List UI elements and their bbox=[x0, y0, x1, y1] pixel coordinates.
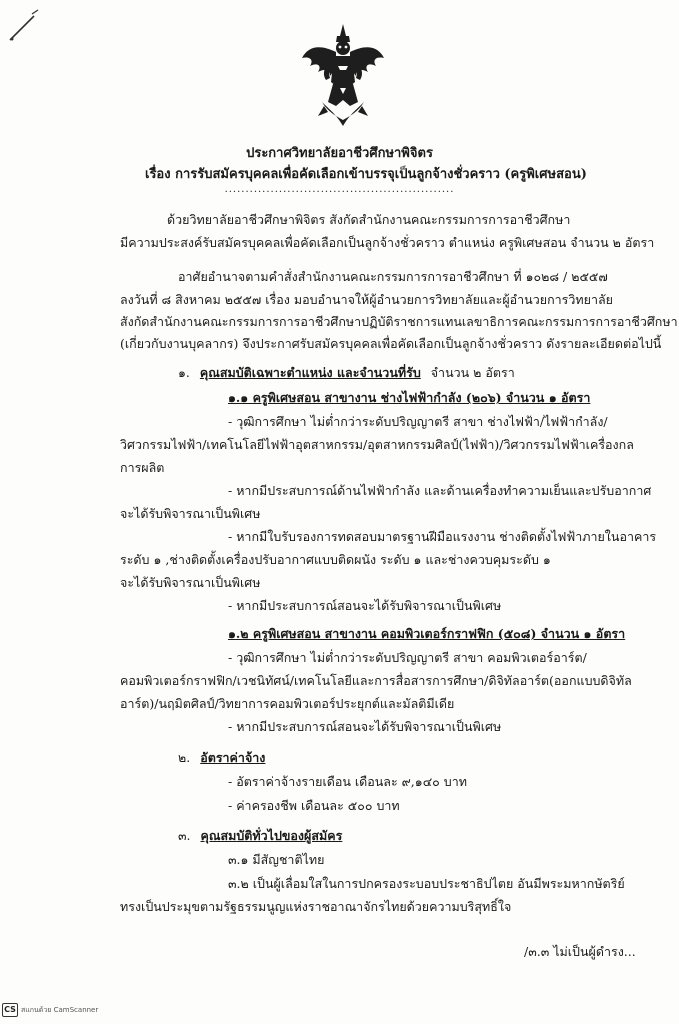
qualification-3-2-line-1: ๓.๒ เป็นผู้เลื่อมใสในการปกครองระบอบประชาธิปไตย อันมีพระมหากษัตริย์ bbox=[228, 876, 625, 891]
intro-paragraph-1-line-2: มีความประสงค์รับสมัครบุคคลเพื่อคัดเลือกเป็นลูกจ้างชั่วคราว ตำแหน่ง ครูพิเศษสอน จำนวน ๒ อัตรา bbox=[120, 235, 655, 250]
item-1-1-experience-line-1: - หากมีประสบการณ์ด้านไฟฟ้ากำลัง และด้านเครื่องทำความเย็นและปรับอากาศ bbox=[228, 483, 652, 498]
item-1-1-education-line-1: - วุฒิการศึกษา ไม่ต่ำกว่าระดับปริญญาตรี สาขา ช่างไฟฟ้า/ไฟฟ้ากำลัง/ bbox=[228, 414, 608, 429]
scanner-caption: สแกนด้วย CamScanner bbox=[21, 1006, 99, 1014]
item-1-2-heading: ๑.๒ ครูพิเศษสอน สาขางาน คอมพิวเตอร์กราฟฟิก (๕๐๘) จำนวน ๑ อัตรา bbox=[228, 626, 626, 641]
item-1-1-experience-line-2: จะได้รับพิจารณาเป็นพิเศษ bbox=[120, 506, 261, 521]
living-allowance: - ค่าครองชีพ เดือนละ ๕๐๐ บาท bbox=[228, 798, 400, 813]
header-divider: ....................................................... bbox=[224, 184, 455, 195]
qualification-3-2-line-2: ทรงเป็นประมุขตามรัฐธรรมนูญแห่งราชอาณาจักรไทยด้วยความบริสุทธิ์ใจ bbox=[120, 899, 512, 914]
section-1-number: ๑. bbox=[178, 365, 190, 380]
section-1-title: คุณสมบัติเฉพาะตำแหน่ง และจำนวนที่รับ bbox=[199, 365, 421, 380]
section-2-heading bbox=[178, 748, 265, 768]
camscanner-logo: CS bbox=[2, 1003, 18, 1017]
item-1-1-certificate-line-3: จะได้รับพิจารณาเป็นพิเศษ bbox=[120, 575, 261, 590]
section-3-number: ๓. bbox=[178, 828, 191, 843]
item-1-2-teaching-note: - หากมีประสบการณ์สอนจะได้รับพิจารณาเป็นพิเศษ bbox=[228, 719, 502, 734]
section-1-heading bbox=[178, 363, 515, 383]
intro-paragraph-1-line-1: ด้วยวิทยาลัยอาชีวศึกษาพิจิตร สังกัดสำนักงานคณะกรรมการการอาชีวศึกษา bbox=[167, 212, 571, 227]
item-1-1-education-line-2: วิศวกรรมไฟฟ้า/เทคโนโลยีไฟฟ้าอุตสาหกรรม/อุตสาหกรรมศิลป์(ไฟฟ้า)/วิศวกรรมไฟฟ้าเครื่องกล bbox=[120, 437, 634, 452]
continued-next-page: /๓.๓ ไม่เป็นผู้ดำรง... bbox=[524, 944, 636, 959]
document-title: ประกาศวิทยาลัยอาชีวศึกษาพิจิตร bbox=[246, 146, 433, 161]
pen-stroke-mark bbox=[4, 6, 44, 46]
intro-paragraph-2-line-3: สังกัดสำนักงานคณะกรรมการการอาชีวศึกษาปฏิบัติราชการแทนเลขาธิการคณะกรรมการการอาชีวศึกษา bbox=[120, 314, 678, 329]
garuda-emblem bbox=[300, 22, 386, 128]
section-1-count: จำนวน ๒ อัตรา bbox=[430, 365, 515, 380]
section-3-heading bbox=[178, 826, 342, 846]
item-1-1-teaching-note: - หากมีประสบการณ์สอนจะได้รับพิจารณาเป็นพิเศษ bbox=[228, 598, 502, 613]
document-subject: เรื่อง การรับสมัครบุคคลเพื่อคัดเลือกเข้าบรรจุเป็นลูกจ้างชั่วคราว (ครูพิเศษสอน) bbox=[145, 167, 587, 182]
item-1-1-certificate-line-1: - หากมีใบรับรองการทดสอบมาตรฐานฝีมือแรงงาน ช่างติดตั้งไฟฟ้าภายในอาคาร bbox=[228, 529, 657, 544]
qualification-3-1: ๓.๑ มีสัญชาติไทย bbox=[228, 852, 325, 867]
section-2-title: อัตราค่าจ้าง bbox=[200, 750, 266, 765]
item-1-1-education-line-3: การผลิต bbox=[120, 460, 165, 475]
monthly-wage: - อัตราค่าจ้างรายเดือน เดือนละ ๙,๑๔๐ บาท bbox=[228, 774, 467, 789]
intro-paragraph-2-line-2: ลงวันที่ ๘ สิงหาคม ๒๕๕๗ เรื่อง มอบอำนาจให้ผู้อำนวยการวิทยาลัยและผู้อำนวยการวิทยาลัย bbox=[120, 292, 613, 307]
scanner-watermark bbox=[2, 1003, 98, 1017]
item-1-2-education-line-2: คอมพิวเตอร์กราฟฟิก/เวชนิทัศน์/เทคโนโลยีและการสื่อสารการศึกษา/ดิจิทัลอาร์ต(ออกแบบดิจิทัล bbox=[120, 673, 632, 688]
intro-paragraph-2-line-4: (เกี่ยวกับงานบุคลากร) จึงประกาศรับสมัครบุคคลเพื่อคัดเลือกเป็นลูกจ้างชั่วคราว ดังรายละเอียดต่อไปนี้ bbox=[120, 336, 662, 351]
item-1-2-education-line-1: - วุฒิการศึกษา ไม่ต่ำกว่าระดับปริญญาตรี สาขา คอมพิวเตอร์อาร์ต/ bbox=[228, 650, 587, 665]
section-3-title: คุณสมบัติทั่วไปของผู้สมัคร bbox=[200, 828, 343, 843]
item-1-1-heading: ๑.๑ ครูพิเศษสอน สาขางาน ช่างไฟฟ้ากำลัง (๒๐๖) จำนวน ๑ อัตรา bbox=[228, 390, 591, 405]
item-1-1-certificate-line-2: ระดับ ๑ ,ช่างติดตั้งเครื่องปรับอากาศแบบติดผนัง ระดับ ๑ และช่างควบคุมระดับ ๑ bbox=[120, 552, 551, 567]
intro-paragraph-2-line-1: อาศัยอำนาจตามคำสั่งสำนักงานคณะกรรมการการอาชีวศึกษา ที่ ๑๐๒๘ / ๒๕๕๗ bbox=[178, 269, 608, 284]
item-1-2-education-line-3: อาร์ต)/นฤมิตศิลป์/วิทยาการคอมพิวเตอร์ประยุกต์และมัลติมีเดีย bbox=[120, 696, 455, 711]
section-2-number: ๒. bbox=[178, 750, 191, 765]
